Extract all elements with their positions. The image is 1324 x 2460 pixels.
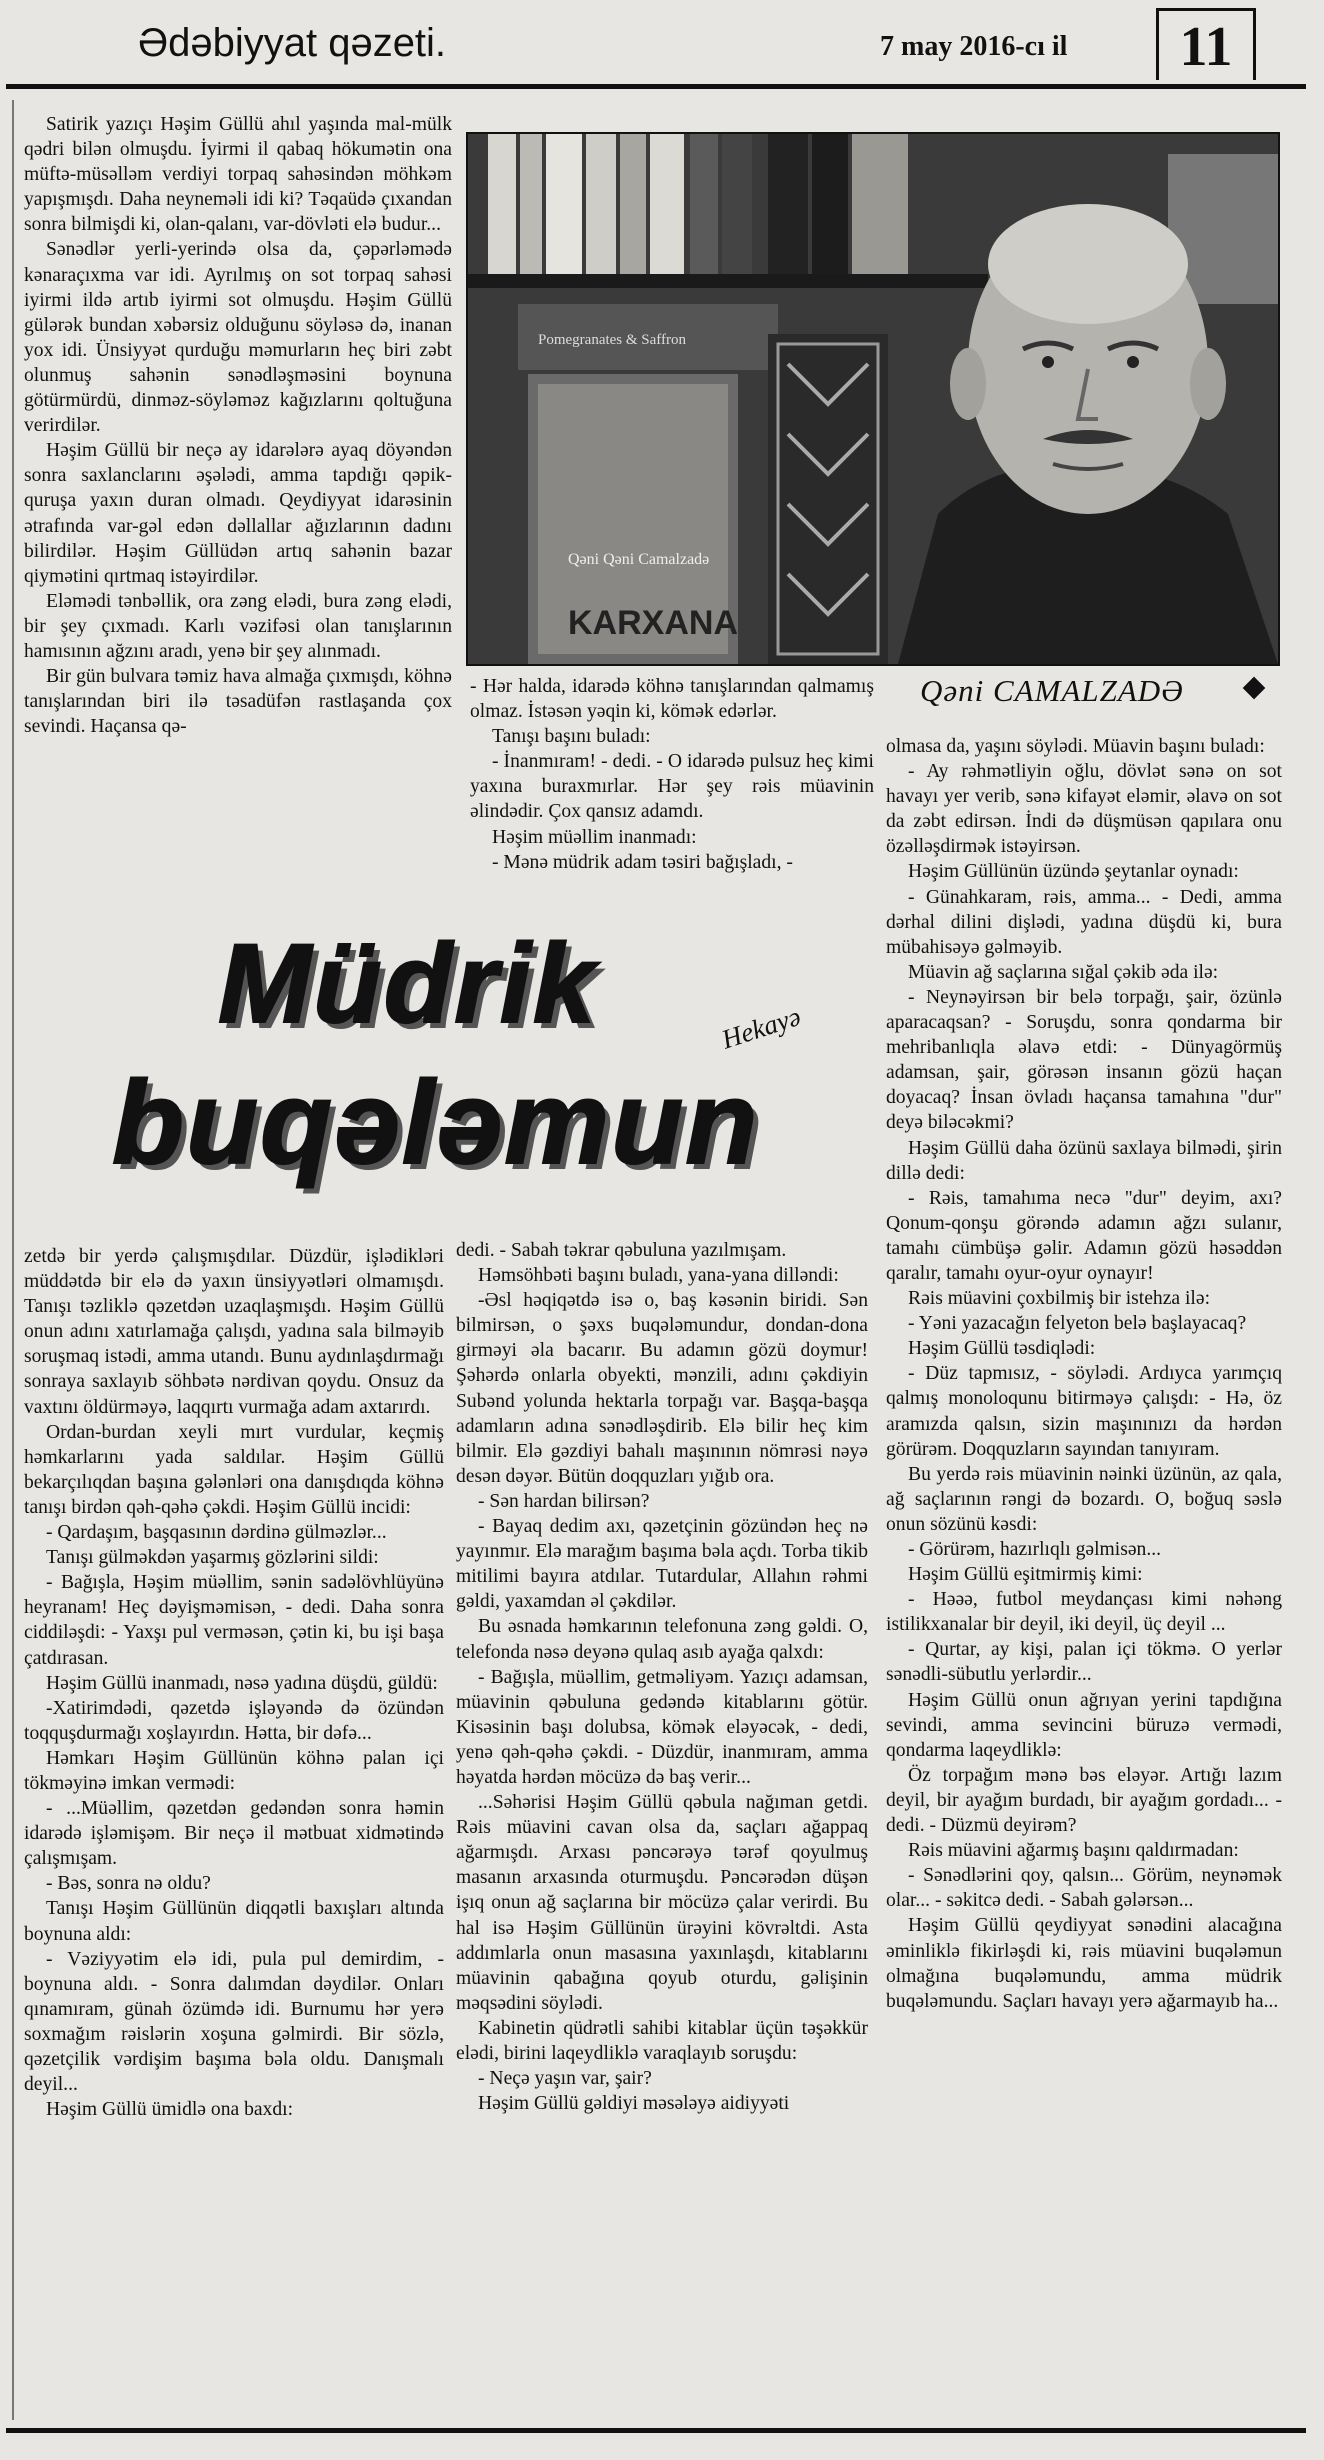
paragraph: Həşim Güllü ümidlə ona baxdı: (46, 2099, 294, 2121)
book-cover-author: Qəni Qəni Camalzadə (568, 551, 710, 568)
newspaper-name: Ədəbiyyat qəzeti. (138, 21, 447, 65)
paragraph: - Bağışla, Həşim müəllim, sənin sadəlövhlüyünə heyranam! Heç dəyişməmisən, - dedi. Daha sonra ciddiləşdi: - Yaxşı pul verməsən, çətin ki, bu işi başa çatdırasan. (24, 1572, 444, 1669)
paragraph: - Həəə, futbol meydançası kimi nəhəng istilikxanalar bir deyil, iki deyil, üç deyil ... (886, 1589, 1282, 1636)
paragraph: Həşim Güllü qeydiyyat sənədini alacağına əminliklə fikirləşdi ki, rəis müavini buqələmun olmağına buqələmundu, amma müdrik buqələmundu. Saçları havayı yerə ağarmayıb ha... (886, 1915, 1282, 2012)
paragraph: Bu yerdə rəis müavinin nəinki üzünün, az qala, ağ saçlarının rəngi də bozardı. O, boğuq səslə onun sözünü kəsdi: (886, 1463, 1282, 1535)
author-name: Qəni CAMALZADƏ (920, 673, 1184, 708)
paragraph: - Sənədlərini qoy, qalsın... Görüm, neynəmək olar... - səkitcə dedi. - Sabah gələrsən... (886, 1865, 1282, 1912)
paragraph: Həşim Güllü inanmadı, nəsə yadına düşdü, güldü: (46, 1672, 438, 1694)
paragraph: -Xatirimdədi, qəzetdə işləyəndə də özündən toqquşdurmağı xoşlayırdın. Hətta, bir dəfə... (24, 1697, 444, 1744)
paragraph: - Neynəyirsən bir belə torpağı, şair, özünlə aparacaqsan? - Soruşdu, sonra qondarma bir mehribanlıqla əlavə etdi: - Dünyagörmüş adamsan, şair, görəsən insanın gözü haçan doyacaq? İnsan övladı haçansa tamahına "dur" deyə biləcəkmi? (886, 986, 1282, 1134)
paragraph: Tanışı gülməkdən yaşarmış gözlərini sildi: (46, 1547, 379, 1569)
paragraph: Müavin ağ saçlarına sığal çəkib əda ilə: (908, 961, 1219, 983)
column-1-bottom (24, 1244, 444, 2122)
column-1-top (24, 112, 452, 739)
paragraph: Həşim Güllü təsdiqlədi: (908, 1338, 1096, 1360)
book-cover-title: KARXANA (568, 604, 738, 642)
paragraph: - Günahkaram, rəis, amma... - Dedi, amma dərhal dilini dişlədi, yadına düşdü ki, bura mübahisəyə gəlməyib. (886, 886, 1282, 958)
paragraph: Satirik yazıçı Həşim Güllü ahıl yaşında mal-mülk qədri bilən olmuşdu. İyirmi il qabaq hökumətin ona müftə-müsəlləm verdiyi torpaq sahəsindən möhkəm yapışmışdı. Daha neyneməli idi ki? Təqaüdə çıxandan sonra bilmişdi ki, olan-qalanı, var-dövləti elə budur... (24, 114, 452, 236)
paragraph: - Qardaşım, başqasının dərdinə gülməzlər... (46, 1522, 387, 1544)
header-rule (6, 84, 1306, 89)
paragraph: - Bəs, sonra nə oldu? (46, 1873, 211, 1895)
article-genre: Hekayə (718, 1000, 805, 1055)
page-number: 11 (1156, 8, 1256, 80)
author-marker (1243, 677, 1266, 700)
author-photo (466, 132, 1280, 666)
paragraph: - Bayaq dedim axı, qəzetçinin gözündən heç nə yayınmır. Elə marağım başıma bəla açdı. Torba tikib mitilimi bayıra atdılar. Tutardular, Allahın rəhmi gəldi, yaxamdan əl çəkdilər. (456, 1516, 868, 1613)
column-2-top (470, 674, 874, 875)
paragraph: zetdə bir yerdə çalışmışdılar. Düzdür, işlədikləri müddətdə bir elə də yaxın ünsiyyətləri olmamışdı. Tanışı təzliklə qəzetdən uzaqlaşmışdı. Həşim Güllü onun adını xatırlamağa çalışdı, yadına sala bilməyib soruşmaq istədi, amma utandı. Bunu aydınlaşdırmağı sonraya saxlayıb söhbətə nərdivan qoydu. Onsuz da vaxtını öldürməyə, laqqırtı vurmağa adam axtarırdı. (24, 1246, 444, 1418)
paragraph: - ...Müəllim, qəzetdən gedəndən sonra həmin idarədə işləmişəm. Bir neçə il mətbuat xidmətində çalışmışam. (24, 1798, 444, 1870)
paragraph: Öz torpağım mənə bəs eləyər. Artığı lazım deyil, bir ayağım burdadı, bir ayağım gordadı... -dedi. - Düzmü deyirəm? (886, 1764, 1282, 1837)
paragraph: Həşim Güllü gəldiyi məsələyə aidiyyəti (478, 2093, 790, 2115)
paragraph: - Neçə yaşın var, şair? (478, 2068, 652, 2090)
paragraph: - Ay rəhmətliyin oğlu, dövlət sənə on sot havayı yer verib, sənə kifayət eləmir, əlavə on sot da zəbt edirsən. İndi də düşmüsən qapılara onu özəlləşdirmək istəyirsən. (886, 761, 1282, 858)
paragraph: - Hər halda, idarədə köhnə tanışlarından qalmamış olmaz. İstəsən yəqin ki, kömək edərlər. (470, 676, 874, 723)
paragraph: Həmsöhbəti başını buladı, yana-yana dilləndi: (478, 1265, 839, 1287)
footer-rule (6, 2428, 1306, 2433)
paragraph: - Qurtar, ay kişi, palan içi tökmə. O yerlər sənədli-sübutlu yerlərdir... (886, 1639, 1282, 1686)
paragraph: - Yəni yazacağın felyeton belə başlayacaq? (908, 1313, 1247, 1335)
paragraph: - Vəziyyətim elə idi, pula pul demirdim, - boynuna aldı. - Sonra dalımdan dəydilər. Onları qınamıram, günah özümdə idi. Burnumu hər yerə soxmağım rəislərin xoşuna gəlmirdi. Bir sözlə, qəzetçilik vərdişim başıma bəla oldu. Danışmalı deyil... (24, 1948, 444, 2096)
paragraph: Həşim Güllü eşitmirmiş kimi: (908, 1564, 1143, 1586)
paragraph: Tanışı Həşim Güllünün diqqətli baxışları altında boynuna aldı: (24, 1898, 444, 1945)
column-3 (886, 734, 1282, 2014)
paragraph: - Sən hardan bilirsən? (478, 1490, 650, 1512)
paragraph: Rəis müavini ağarmış başını qaldırmadan: (908, 1840, 1239, 1862)
paragraph: Həşim Güllünün üzündə şeytanlar oynadı: (908, 861, 1239, 883)
paragraph: Həmkarı Həşim Güllünün köhnə palan içi tökməyinə imkan vermədi: (24, 1747, 444, 1794)
paragraph: Bu əsnada həmkarının telefonuna zəng gəldi. O, telefonda nəsə deyənə qulaq asıb ayağa qalxdı: (456, 1616, 868, 1663)
left-margin-line (12, 100, 14, 2420)
paragraph: Həşim Güllü daha özünü saxlaya bilmədi, şirin dillə dedi: (886, 1137, 1282, 1184)
paragraph: Həşim müəllim inanmadı: (492, 826, 697, 848)
paragraph: - Görürəm, hazırlıqlı gəlmisən... (908, 1539, 1162, 1560)
paragraph: ...Səhərisi Həşim Güllü qəbula nağıman getdi. Rəis müavini cavan olsa da, saçları ağappaq ağarmışdı. Arxası pəncərəyə tərəf qoyulmuş masanın arxasında oturmuşdu. Pəncərədən düşən işıq onun ağ saçlarına bir möcüzə çalar verirdi. Bu hal isə Həşim Güllünün ürəyini kövrəltdi. Asta addımlarla onun masasına yaxınlaşdı, kitablarını müavinin qabağına qoyub oturdu, gəlişinin məqsədini söylədi. (456, 1792, 868, 2014)
paragraph: Bir gün bulvara təmiz hava almağa çıxmışdı, köhnə tanışlarından biri ilə təsadüfən rastlaşanda çox sevindi. Haçansa qə- (24, 666, 452, 738)
paragraph: Tanışı başını buladı: (492, 726, 651, 748)
column-2-bottom (456, 1238, 868, 2116)
article-title-line2: buqələmun (112, 1057, 760, 1189)
paragraph: olmasa da, yaşını söylədi. Müavin başını buladı: (886, 736, 1265, 757)
paragraph: Ordan-burdan xeyli mırt vurdular, keçmiş həmkarlarını yada saldılar. Həşim Güllü bekarçılıqdan başına gələnləri ona danışdıqda köhnə tanışı birdən qəh-qəhə çəkdi. Həşim Güllü incidi: (24, 1421, 444, 1518)
paragraph: - Rəis, tamahıma necə "dur" deyim, axı? Qonum-qonşu görəndə adamın ağzı sulanır, tamahı cümbüşə gəlir. Adamın gözü həsəddən qaralır, tamahı oyur-oyur oynayır! (886, 1187, 1282, 1284)
book-spine-text: Pomegranates & Saffron (538, 332, 687, 348)
paragraph: dedi. - Sabah təkrar qəbuluna yazılmışam. (456, 1240, 787, 1261)
paragraph: Kabinetin qüdrətli sahibi kitablar üçün təşəkkür elədi, birini laqeydliklə varaqlayıb soruşdu: (456, 2017, 868, 2064)
paragraph: Həşim Güllü bir neçə ay idarələrə ayaq döyəndən sonra saxlanclarını əşələdi, amma tapdığı qəpik-quruşa yaxın duran olmadı. Qeydiyyat idarəsinin ətrafında var-gəl edən dəllallar ağızlarının dadını bilirdilər. Həşim Güllüdən artıq sahənin bazar qiymətini qırtmaq istəyirdilər. (24, 440, 452, 587)
paragraph: Eləmədi tənbəllik, ora zəng elədi, bura zəng elədi, bir şey çıxmadı. Karlı vəzifəsi olan tanışlarının hamısının ağzını aradı, yenə bir şey alınmadı. (24, 590, 452, 662)
paragraph: - Mənə müdrik adam təsiri bağışladı, - (492, 851, 793, 873)
paragraph: - Bağışla, müəllim, getməliyəm. Yazıçı adamsan, müavinin qəbuluna gedəndə kitablarını götür. Kisəsinin başı dolubsa, kömək eləyəcək, - dedi, yenə qəh-qəhə çəkdi. - Düzdür, inanmıram, amma həyatda hərdən möcüzə də baş verir... (456, 1666, 868, 1788)
paragraph: -Əsl həqiqətdə isə o, baş kəsənin biridi. Sən bilmirsən, o şəxs buqələmundur, dondan-dona girməyi əla bacarır. Bu adamın gözü doymur! Şəhərdə onlarla obyekti, mənzili, adını çəkdiyin Subənd yolunda hektarla torpağı var. Başqa-başqa adamların adına sənədləşdirib. Elə bilir heç kim bilmir. Elə gəzdiyi bahalı maşınının nömrəsi nəyə desən dəyər. Bütün doqquzları yığıb ora. (456, 1290, 868, 1487)
paragraph: Həşim Güllü onun ağrıyan yerini tapdığına sevindi, amma sevincini büruzə vermədi, qondarma laqeydliklə: (886, 1689, 1282, 1761)
article-title-line1: Müdrik (218, 921, 598, 1046)
paragraph: - Düz tapmısız, - söylədi. Ardıyca yarımçıq qalmış monoloqunu bitirməyə çalışdı: - Hə, öz aramızda qalsın, sizin maşınınızı da hərdən görürəm. Doqquzların sayından tanıyıram. (886, 1363, 1282, 1460)
paragraph: Sənədlər yerli-yerində olsa da, çəpərləmədə kənaraçıxma var idi. Ayrılmış on sot torpaq sahəsi iyirmi ildə artıb iyirmi sot olmuşdu. Həşim Güllü gülərək bundan xəbərsiz olduğunu söyləsə də, inanan yox idi. Ünsiyyət qurduğu məmurların heç biri zəbt olunmuş sahənin sənədləşməsini boynuna götürmürdü, dinməz-söyləməz kağızlarını qoltuğuna verirdilər. (24, 239, 452, 437)
issue-date: 7 may 2016-cı il (880, 31, 1068, 62)
paragraph: Rəis müavini çoxbilmiş bir istehza ilə: (908, 1288, 1211, 1310)
paragraph: - İnanmıram! - dedi. - O idarədə pulsuz heç kimi yaxına buraxmırlar. Hər şey rəis müavinin əlindədir. Çox qansız adamdı. (470, 751, 874, 823)
